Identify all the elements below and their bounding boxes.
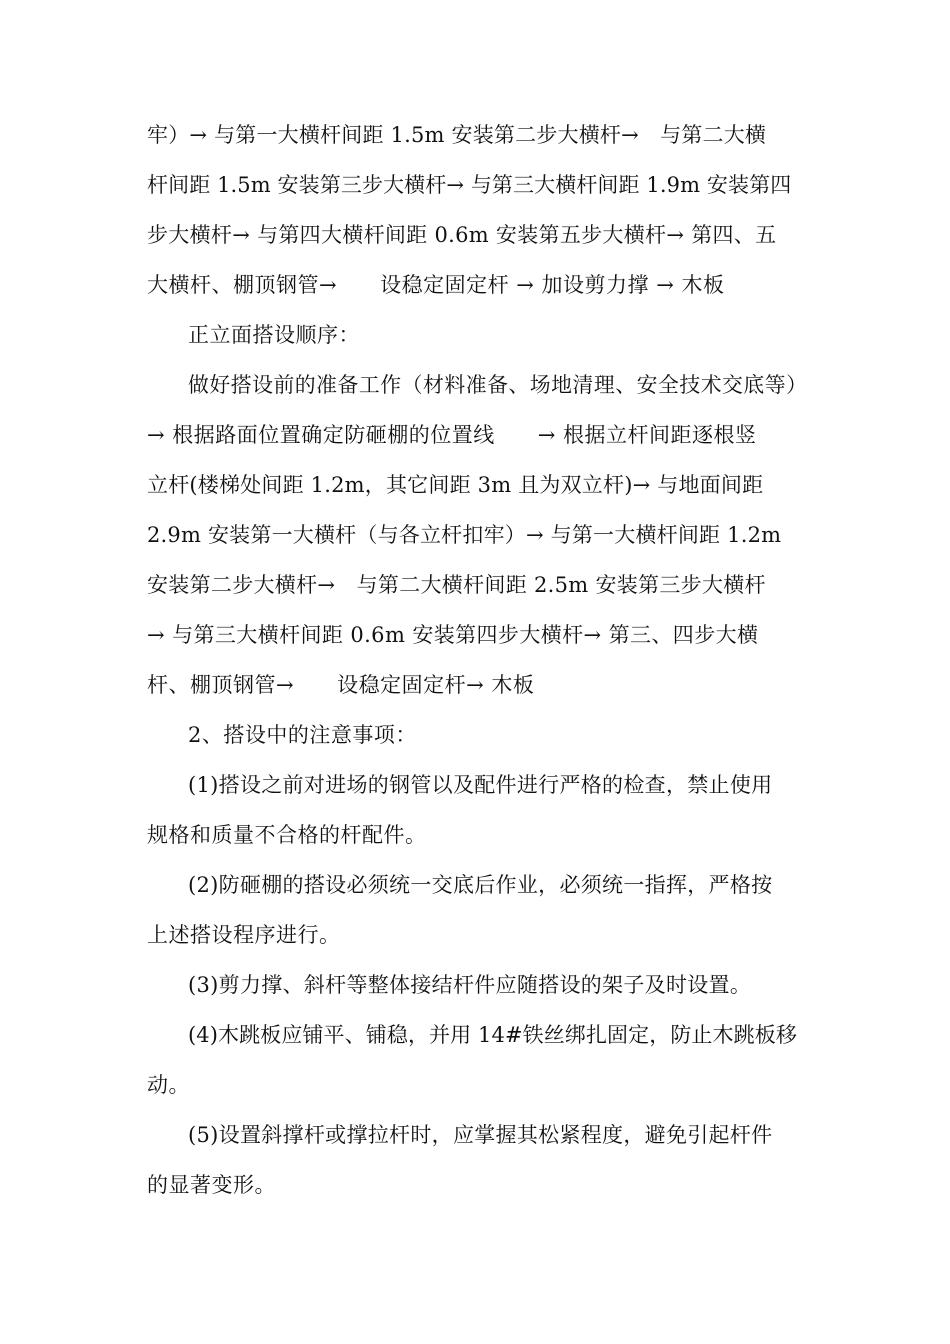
paragraph-line: → 与第三大横杆间距 0.6m 安装第四步大横杆→ 第三、四步大横 [147, 623, 759, 647]
section-heading: 正立面搭设顺序： [188, 323, 360, 347]
paragraph-line: → 根据路面位置确定防砸棚的位置线 → 根据立杆间距逐根竖 [147, 423, 757, 447]
paragraph-line: 杆间距 1.5m 安装第三步大横杆→ 与第三大横杆间距 1.9m 安装第四 [147, 173, 792, 197]
paragraph-line: 大横杆、棚顶钢管→ 设稳定固定杆 → 加设剪力撑 → 木板 [147, 273, 725, 297]
paragraph-line: 安装第二步大横杆→ 与第二大横杆间距 2.5m 安装第三步大横杆 [147, 573, 766, 597]
paragraph-line: 的显著变形。 [147, 1173, 276, 1197]
paragraph-line: (1)搭设之前对进场的钢管以及配件进行严格的检查，禁止使用 [188, 773, 773, 797]
paragraph-line: 上述搭设程序进行。 [147, 923, 341, 947]
paragraph-line: (5)设置斜撑杆或撑拉杆时，应掌握其松紧程度，避免引起杆件 [188, 1123, 773, 1147]
paragraph-line: 做好搭设前的准备工作（材料准备、场地清理、安全技术交底等） [188, 373, 808, 397]
paragraph-line: 2.9m 安装第一大横杆（与各立杆扣牢）→ 与第一大横杆间距 1.2m [147, 523, 782, 547]
paragraph-line: (2)防砸棚的搭设必须统一交底后作业，必须统一指挥，严格按 [188, 873, 773, 897]
paragraph-line: 杆、棚顶钢管→ 设稳定固定杆→ 木板 [147, 673, 535, 697]
paragraph-line: 步大横杆→ 与第四大横杆间距 0.6m 安装第五步大横杆→ 第四、五 [147, 223, 777, 247]
section-heading: 2、搭设中的注意事项： [188, 723, 417, 747]
paragraph-line: 牢）→ 与第一大横杆间距 1.5m 安装第二步大横杆→ 与第二大横 [147, 123, 767, 147]
paragraph-line: 动。 [147, 1073, 190, 1097]
paragraph-line: 规格和质量不合格的杆配件。 [147, 823, 427, 847]
paragraph-line: (4)木跳板应铺平、铺稳，并用 14#铁丝绑扎固定，防止木跳板移 [188, 1023, 797, 1047]
paragraph-line: (3)剪力撑、斜杆等整体接结杆件应随搭设的架子及时设置。 [188, 973, 752, 997]
paragraph-line: 立杆(楼梯处间距 1.2m，其它间距 3m 且为双立杆)→ 与地面间距 [147, 473, 764, 497]
